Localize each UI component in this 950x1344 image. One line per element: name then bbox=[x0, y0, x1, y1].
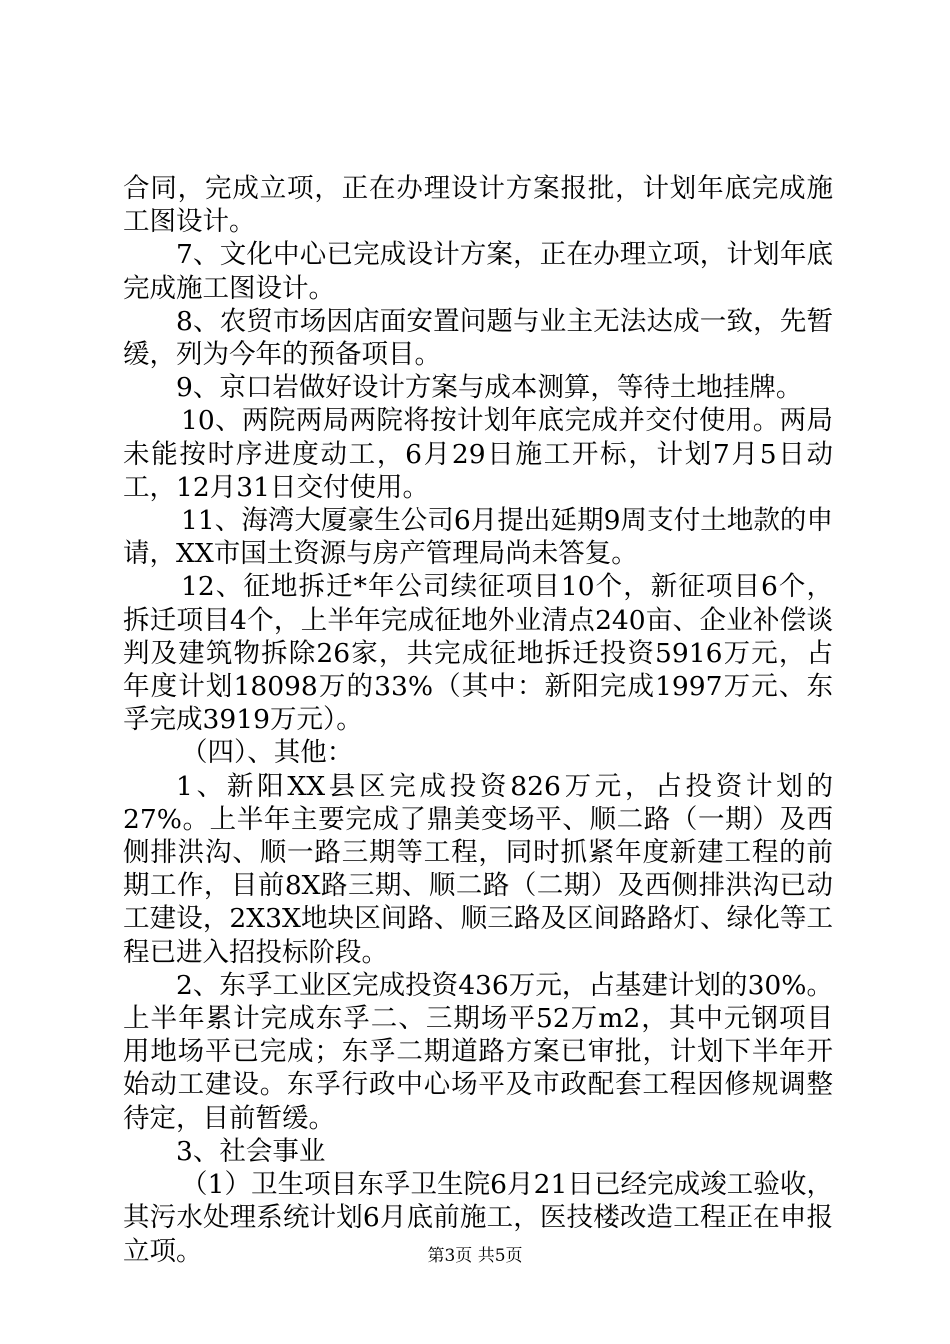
paragraph-item-10: 10、两院两局两院将按计划年底完成并交付使用。两局未能按时序进度动工，6月29日施工开标，计划7月5日动工，12月31日交付使用。 bbox=[123, 405, 833, 503]
section-heading-other: （四）、其他： bbox=[181, 737, 354, 769]
paragraph-item-7: 7、文化中心已完成设计方案，正在办理立项，计划年底完成施工图设计。 bbox=[123, 239, 833, 304]
paragraph-item-12: 12、征地拆迁*年公司续征项目10个，新征项目6个，拆迁项目4个，上半年完成征地外业清点240亩、企业补偿谈判及建筑物拆除26家，共完成征地拆迁投资5916万元，占年度计划18098万的33%（其中：新阳完成1997万元、东孚完成3919万元）。 bbox=[123, 571, 833, 736]
page-footer: 第3页 共5页 bbox=[427, 1246, 523, 1266]
paragraph-item-11: 11、海湾大厦豪生公司6月提出延期9周支付土地款的申请，XX市国土资源与房产管理局尚未答复。 bbox=[123, 505, 833, 570]
paragraph-contract-continuation: 合同，完成立项，正在办理设计方案报批，计划年底完成施工图设计。 bbox=[123, 173, 833, 238]
paragraph-other-3: 3、社会事业 bbox=[176, 1135, 326, 1167]
paragraph-item-8: 8、农贸市场因店面安置问题与业主无法达成一致，先暂缓，列为今年的预备项目。 bbox=[123, 305, 833, 371]
paragraph-other-1: 1、新阳XX县区完成投资826万元，占投资计划的27%。上半年主要完成了鼎美变场平、顺二路（一期）及西侧排洪沟、顺一路三期等工程，同时抓紧年度新建工程的前期工作，目前8X路三期、顺二路（二期）及西侧排洪沟已动工建设，2X3X地块区间路、顺三路及区间路路灯、绿化等工程已进入招投标阶段。 bbox=[123, 770, 833, 968]
document-body bbox=[123, 172, 833, 1268]
paragraph-item-9: 9、京口岩做好设计方案与成本测算，等待土地挂牌。 bbox=[176, 372, 803, 404]
paragraph-other-2: 2、东孚工业区完成投资436万元，占基建计划的30%。上半年累计完成东孚二、三期场平52万m2，其中元钢项目用地场平已完成；东孚二期道路方案已审批，计划下半年开始动工建设。东孚行政中心场平及市政配套工程因修规调整待定，目前暂缓。 bbox=[123, 969, 833, 1134]
paragraph-health-project: （1）卫生项目东孚卫生院6月21日已经完成竣工验收，其污水处理系统计划6月底前施工，医技楼改造工程正在申报立项。 bbox=[123, 1169, 833, 1267]
